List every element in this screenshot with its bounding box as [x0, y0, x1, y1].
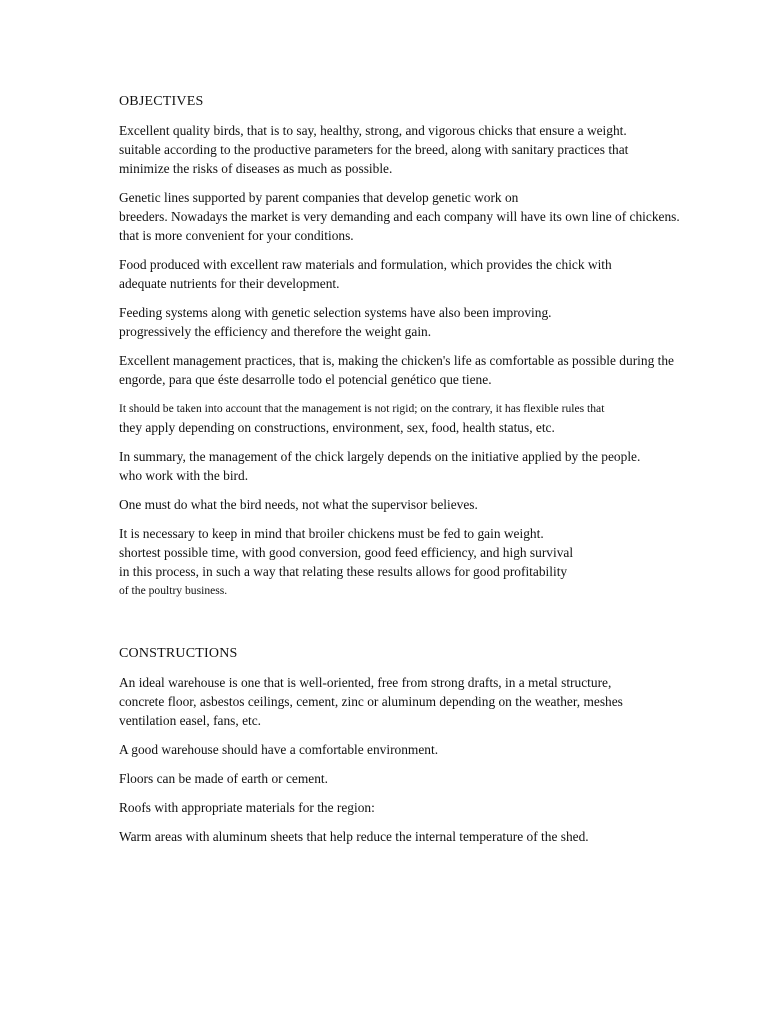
text-line: It is necessary to keep in mind that broiler chickens must be fed to gain weight.	[119, 526, 544, 541]
text-line: Genetic lines supported by parent companies that develop genetic work on	[119, 190, 519, 205]
text-line: minimize the risks of diseases as much as possible.	[119, 161, 393, 176]
text-line: An ideal warehouse is one that is well-oriented, free from strong drafts, in a metal structure,	[119, 675, 612, 690]
text-line: progressively the efficiency and therefore the weight gain.	[119, 324, 432, 339]
paragraph	[119, 524, 728, 600]
paragraph	[119, 769, 728, 788]
text-line: in this process, in such a way that relating these results allows for good profitability	[119, 564, 568, 579]
text-line: they apply depending on constructions, environment, sex, food, health status, etc.	[119, 420, 555, 435]
text-line: suitable according to the productive parameters for the breed, along with sanitary practices that	[119, 142, 629, 157]
text-line: A good warehouse should have a comfortable environment.	[119, 742, 439, 757]
paragraph	[119, 798, 728, 817]
text-line: Warm areas with aluminum sheets that help reduce the internal temperature of the shed.	[119, 829, 589, 844]
paragraph	[119, 399, 728, 437]
text-line: One must do what the bird needs, not what the supervisor believes.	[119, 497, 478, 512]
paragraph	[119, 351, 728, 389]
text-line: In summary, the management of the chick largely depends on the initiative applied by the people.	[119, 449, 641, 464]
text-line: that is more convenient for your conditions.	[119, 228, 354, 243]
text-line: Excellent quality birds, that is to say, healthy, strong, and vigorous chicks that ensure a weight.	[119, 123, 627, 138]
text-line: Feeding systems along with genetic selection systems have also been improving.	[119, 305, 552, 320]
paragraph	[119, 447, 728, 485]
paragraph	[119, 303, 728, 341]
text-line: Food produced with excellent raw materials and formulation, which provides the chick with	[119, 257, 612, 272]
section-objectives	[119, 92, 728, 600]
section-spacer	[119, 610, 728, 644]
text-line: shortest possible time, with good conversion, good feed efficiency, and high survival	[119, 545, 574, 560]
text-line: who work with the bird.	[119, 468, 249, 483]
paragraph	[119, 827, 728, 846]
text-line: breeders. Nowadays the market is very demanding and each company will have its own line of chickens.	[119, 209, 680, 224]
text-line: Excellent management practices, that is, making the chicken's life as comfortable as possible during the	[119, 353, 674, 368]
paragraph	[119, 188, 728, 245]
paragraph	[119, 255, 728, 293]
text-line: concrete floor, asbestos ceilings, cement, zinc or aluminum depending on the weather, meshes	[119, 694, 623, 709]
text-line: ventilation easel, fans, etc.	[119, 713, 262, 728]
text-line: Roofs with appropriate materials for the region:	[119, 800, 375, 815]
text-line: of the poultry business.	[119, 584, 228, 597]
paragraph	[119, 121, 728, 178]
text-line: Floors can be made of earth or cement.	[119, 771, 328, 786]
section-constructions	[119, 644, 728, 846]
text-line: It should be taken into account that the management is not rigid; on the contrary, it has flexible rules that	[119, 402, 605, 415]
text-line: engorde, para que éste desarrolle todo el potencial genético que tiene.	[119, 372, 492, 387]
paragraph	[119, 495, 728, 514]
section-heading: CONSTRUCTIONS	[119, 646, 238, 661]
paragraph	[119, 740, 728, 759]
paragraph	[119, 673, 728, 730]
section-heading: OBJECTIVES	[119, 94, 204, 109]
text-line: adequate nutrients for their development.	[119, 276, 340, 291]
